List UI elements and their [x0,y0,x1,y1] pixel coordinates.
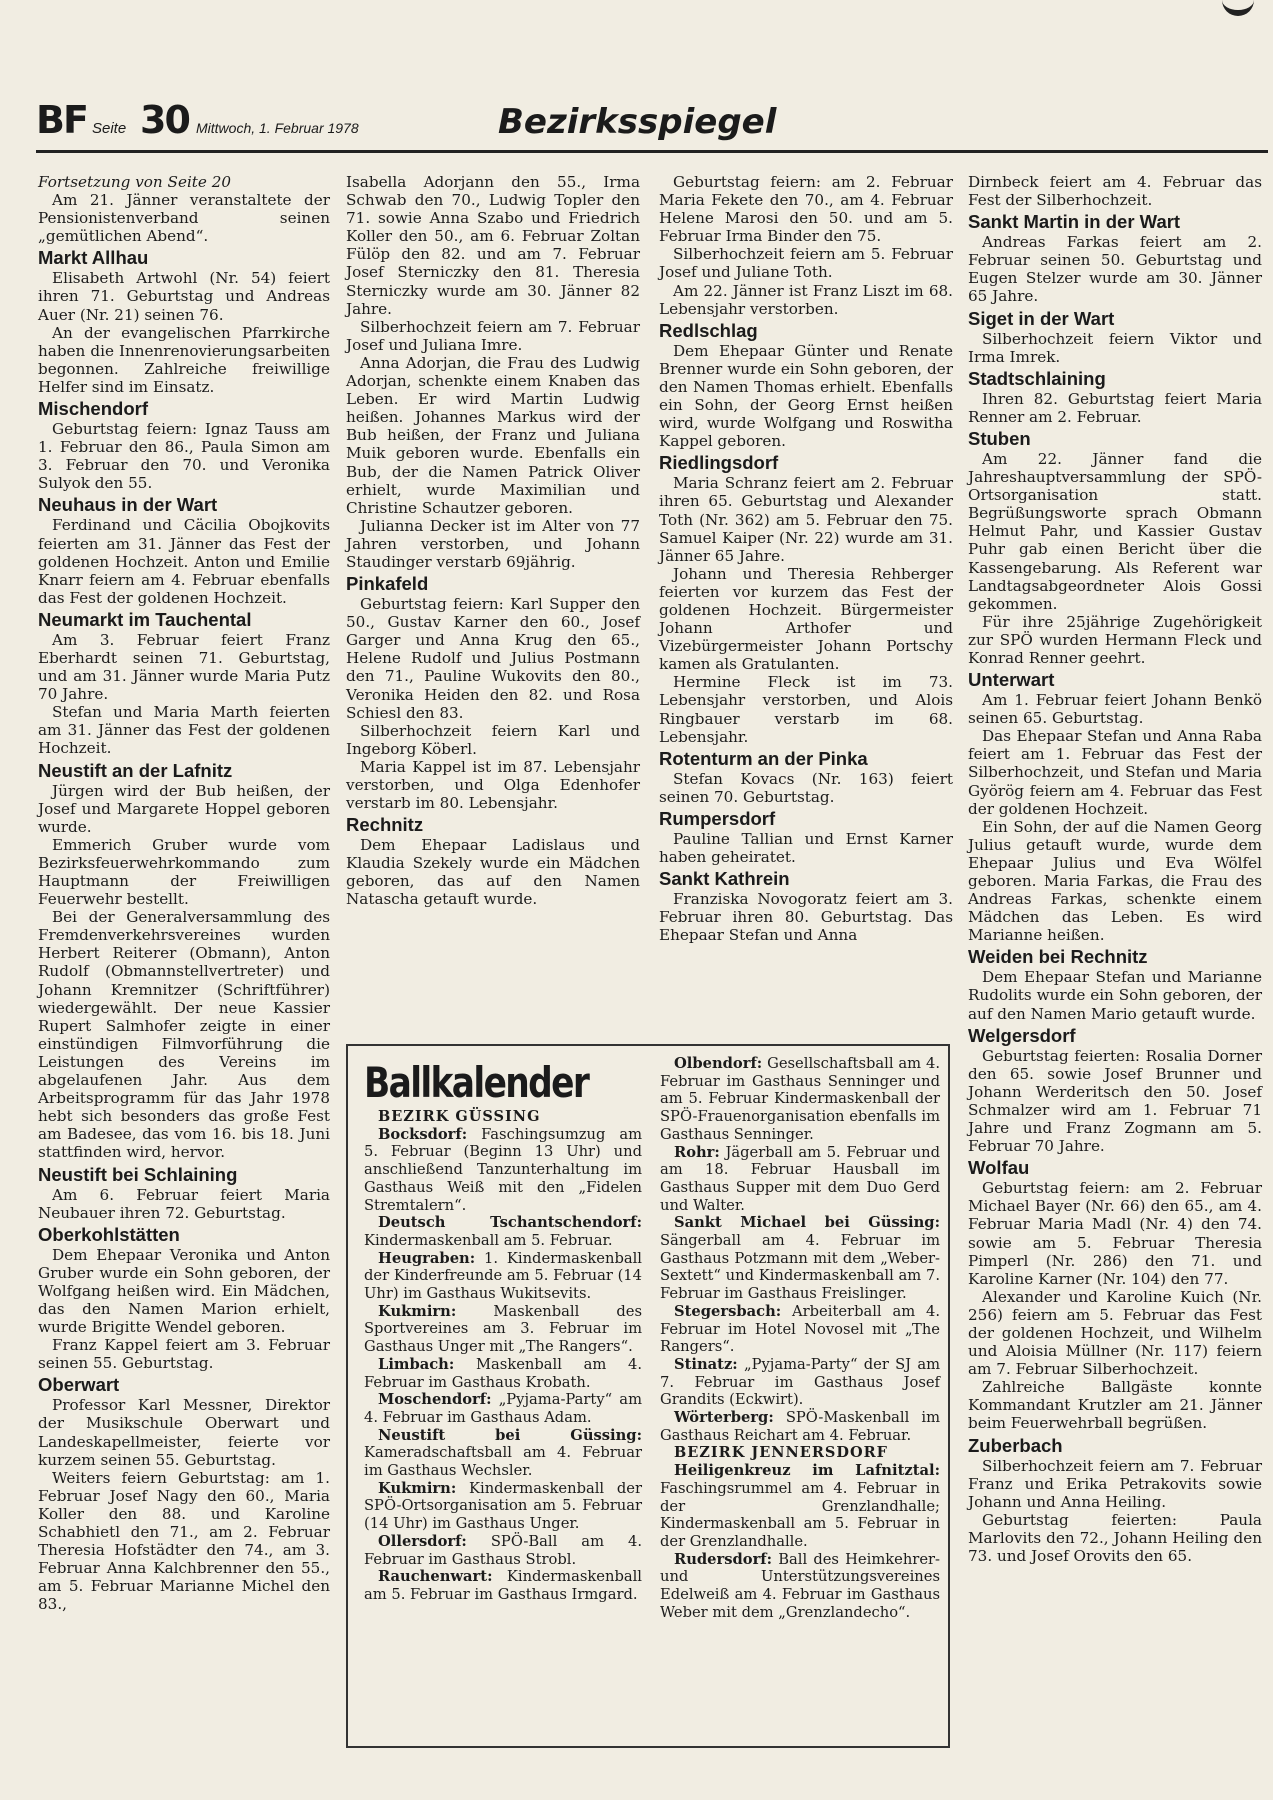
article-paragraph: Silberhochzeit feiern am 7. Februar Josef und Juliana Imre. [346,317,640,354]
locality-heading: Unterwart [968,669,1055,691]
article-paragraph: Weiters feiern Geburtstag: am 1. Februar Josef Nagy den 60., Maria Koller den 88. und Karoline Schabhietl den 71., am 2. Februar Theresia Hofstädter den 74., am 3. Februar Anna Kalchbrenner den 55., am 5. Februar Marianne Michel den 83., [38,1468,330,1614]
page-number: 30 [140,98,189,142]
article-paragraph: Bei der Generalversammlung des Fremdenverkehrsvereines wurden Herbert Reiterer (Obmann), Anton Rudolf (Obmannstellvertreter) und Johann Kremnitzer (Schriftführer) wiedergewählt. Der neue Kassier Rupert Salmhofer zeigte in einer einstündigen Filmvorführung die Leistungen des Vereins im abgelaufenen Jahr. Aus dem Arbeitsprogramm für das Jahr 1978 hebt sich besonders das große Fest am Badesee, das vom 16. bis 18. Juni stattfinden wird, hervor. [38,908,330,1162]
ball-entry [660,1214,940,1303]
ball-place: Bocksdorf: [378,1125,468,1143]
article-paragraph: Dem Ehepaar Ladislaus und Klaudia Szekely wurde ein Mädchen geboren, das auf den Namen Natascha getauft wurde. [346,836,640,909]
ball-details: SPÖ-Ball am 4. Februar im Gasthaus Strobl. [364,1532,643,1568]
locality-heading: Neumarkt im Tauchental [38,608,252,630]
article-paragraph: Am 21. Jänner veranstaltete der Pensionistenverband seinen „gemütlichen Abend“. [38,191,330,246]
article-paragraph: Geburtstag feiern: am 2. Februar Michael Bayer (Nr. 66) den 65., am 4. Februar Maria Madl (Nr. 4) den 74. sowie am 5. Februar Theresia Pimperl (Nr. 286) den 71. und Karoline Karner (Nr. 104) den 77. [968,1179,1262,1288]
article-paragraph: Stefan Kovacs (Nr. 163) feiert seinen 70. Geburtstag. [659,769,953,806]
ball-entry [364,1533,642,1568]
article-paragraph: Dem Ehepaar Veronika und Anton Gruber wurde ein Sohn geboren, der Wolfgang heißen wird. Ein Mädchen, das den Namen Marion erhielt, wurde Brigitte Wendel geboren. [38,1245,330,1337]
locality-heading: Oberwart [38,1374,120,1396]
ball-entry [364,1568,642,1603]
article-paragraph: Ihren 82. Geburtstag feiert Maria Renner am 2. Februar. [968,389,1262,426]
article-paragraph: Johann und Theresia Rehberger feierten vor kurzem das Fest der goldenen Hochzeit. Bürgermeister Johann Arthofer und Vizebürgermeister Johann Portschy kamen als Gratulanten. [659,564,953,674]
ball-place: Rohr: [674,1143,720,1161]
article-paragraph: Andreas Farkas feiert am 2. Februar seinen 50. Geburtstag und Eugen Stelzer wurde am 30. Jänner 65 Jahre. [968,233,1262,306]
article-paragraph: Ein Sohn, der auf die Namen Georg Julius getauft wurde, wurde dem Ehepaar Julius und Eva Wölfel geboren. Maria Farkas, die Frau des Andreas Farkas, schenkte einem Mädchen das Leben. Es wird Marianne heißen. [968,817,1262,945]
newspaper-logo: BF [36,98,87,142]
ball-place: Kukmirn: [378,1302,457,1320]
ball-place: Stegersbach: [674,1302,782,1320]
article-paragraph: Für ihre 25jährige Zugehörigkeit zur SPÖ wurden Hermann Fleck und Konrad Renner geehrt. [968,612,1262,667]
ball-entry [364,1126,642,1215]
ball-details: Sängerball am 4. Februar im Gasthaus Potzmann mit dem „Weber-Sextett“ und Kindermaskenball am 7. Februar im Gasthaus Freislinger. [660,1232,940,1303]
article-paragraph: Am 22. Jänner fand die Jahreshauptversammlung der SPÖ-Ortsorganisation statt. Begrüßungsworte sprach Obmann Helmut Pahr, und Kassier Gustav Puhr gab einen Bericht über die Kassengebarung. Als Referent war Landtagsabgeordneter Alois Gossi gekommen. [968,449,1262,613]
ball-details: Arbeiterball am 4. Februar im Hotel Novosel mit „The Rangers“. [660,1302,940,1356]
ball-entry [660,1303,940,1356]
article-paragraph: Dem Ehepaar Stefan und Marianne Rudolits wurde ein Sohn geboren, der auf den Namen Mario getauft wurde. [968,968,1262,1023]
ball-details: Faschingsrummel am 4. Februar in der Grenzlandhalle; Kindermaskenball am 5. Februar in der Grenzlandhalle. [660,1479,940,1550]
article-paragraph: Am 3. Februar feiert Franz Eberhardt seinen 71. Geburtstag, und am 31. Jänner wurde Maria Putz 70 Jahre. [38,630,330,704]
article-paragraph: Maria Schranz feiert am 2. Februar ihren 65. Geburtstag und Alexander Toth (Nr. 362) am 5. Februar den 75. Samuel Kaiper (Nr. 22) wurde am 31. Jänner 65 Jahre. [659,474,953,565]
article-paragraph: Zahlreiche Ballgäste konnte Kommandant Krutzler am 21. Jänner beim Feuerwehrball begrüßen. [968,1378,1262,1433]
ball-details: Faschingsumzug am 5. Februar (Beginn 13 Uhr) und anschließend Tanzunterhaltung im Gasthaus Weiß mit den „Fidelen Stremtalern“. [364,1125,642,1214]
article-paragraph: Isabella Adorjann den 55., Irma Schwab den 70., Ludwig Topler den 71. sowie Anna Szabo und Friedrich Koller den 50., am 6. Februar Zoltan Fülöp den 82. und am 7. Februar Josef Sterniczky den 81. Theresia Sterniczky wurde am 30. Jänner 82 Jahre. [346,173,640,318]
section-title: Bezirksspiegel [498,102,777,142]
article-paragraph: Julianna Decker ist im Alter von 77 Jahren verstorben, und Johann Staudinger verstarb 69jährig. [346,516,640,571]
ball-entry [364,1250,642,1303]
ballkalender-title: Ballkalender [364,1058,589,1107]
header-rule [36,150,1268,153]
article-paragraph: Geburtstag feiern: am 2. Februar Maria Fekete den 70., am 4. Februar Helene Marosi den 50. und am 5. Februar Irma Binder den 75. [659,173,953,246]
article-paragraph: Emmerich Gruber wurde vom Bezirksfeuerwehrkommando zum Hauptmann der Freiwilligen Feuerwehr bestellt. [38,835,330,909]
article-paragraph: Am 1. Februar feiert Johann Benkö seinen 65. Geburtstag. [968,691,1262,728]
article-paragraph: Franz Kappel feiert am 3. Februar seinen 55. Geburtstag. [38,1336,330,1373]
page-corner-mark [1222,0,1254,16]
ball-details: SPÖ-Maskenball im Gasthaus Reichart am 4. Februar. [660,1409,941,1444]
article-paragraph: Pauline Tallian und Ernst Karner haben geheiratet. [659,829,953,866]
article-paragraph: Jürgen wird der Bub heißen, der Josef und Margarete Hoppel geboren wurde. [38,781,330,836]
ball-entry [660,1462,940,1551]
article-paragraph: Stefan und Maria Marth feierten am 31. Jänner das Fest der goldenen Hochzeit. [38,703,330,758]
article-paragraph: Silberhochzeit feiern Viktor und Irma Imrek. [968,329,1262,366]
ball-details: 1. Kindermaskenball der Kinderfreunde am 5. Februar (14 Uhr) im Gasthaus Wukitsevits. [364,1249,642,1303]
ball-details: Maskenball am 4. Februar im Gasthaus Krobath. [364,1355,642,1391]
article-paragraph: Professor Karl Messner, Direktor der Musikschule Oberwart und Landeskapellmeister, feierte vor kurzem seinen 55. Geburtstag. [38,1396,330,1469]
locality-heading: Rechnitz [346,814,424,836]
ball-place: Olbendorf: [674,1055,763,1072]
ball-details: Jägerball am 5. Februar und am 18. Februar Hausball im Gasthaus Supper mit dem Duo Gerd und Walter. [660,1143,941,1214]
article-paragraph: Franziska Novogoratz feiert am 3. Februar ihren 80. Geburtstag. Das Ehepaar Stefan und Anna [659,890,953,945]
locality-heading: Stadtschlaining [968,367,1106,389]
ball-details: Kindermaskenball am 5. Februar. [364,1231,613,1249]
ball-place: Ollersdorf: [378,1532,467,1550]
locality-heading: Neustift an der Lafnitz [38,759,233,781]
article-paragraph: Dirnbeck feiert am 4. Februar das Fest der Silberhochzeit. [968,173,1262,210]
ball-entry [660,1409,940,1444]
article-paragraph: Das Ehepaar Stefan und Anna Raba feiert am 1. Februar das Fest der Silberhochzeit, und Stefan und Maria Györög feiern am 4. Februar das Fest der goldenen Hochzeit. [968,727,1262,818]
article-paragraph: Geburtstag feiern: Ignaz Tauss am 1. Februar den 86., Paula Simon am 3. Februar den 70. und Veronika Sulyok den 55. [38,420,330,493]
ball-place: Deutsch Tschantschendorf: [378,1214,642,1232]
article-paragraph: Elisabeth Artwohl (Nr. 54) feiert ihren 71. Geburtstag und Andreas Auer (Nr. 21) seinen 76. [38,269,330,324]
article-paragraph: Silberhochzeit feiern am 7. Februar Franz und Erika Petrakovits sowie Johann und Anna Heiling. [968,1456,1262,1511]
article-paragraph: Alexander und Karoline Kuich (Nr. 256) feiern am 5. Februar das Fest der goldenen Hochzeit, und Wilhelm und Aloisia Müllner (Nr. 117) feiern am 7. Februar Silberhochzeit. [968,1287,1262,1379]
article-paragraph: Geburtstag feiern: Karl Supper den 50., Gustav Karner den 60., Josef Garger und Anna Krug den 65., Helene Rudolf und Julius Postmann den 71., Pauline Wukovits den 80., Veronika Heiden den 82. und Rosa Schiesl den 83. [346,595,640,722]
ball-details: Kindermaskenball am 5. Februar im Gasthaus Irmgard. [364,1568,642,1603]
ball-place: Wörterberg: [674,1409,774,1427]
ball-entry [364,1480,642,1533]
locality-heading: Mischendorf [38,398,148,420]
article-paragraph: Maria Kappel ist im 87. Lebensjahr verstorben, und Olga Edenhofer verstarb im 80. Lebensjahr. [346,757,640,813]
locality-heading: Welgersdorf [968,1024,1076,1046]
ball-place: Neustift bei Güssing: [378,1426,642,1444]
ball-entry [660,1356,940,1409]
article-paragraph: Silberhochzeit feiern Karl und Ingeborg Köberl. [346,721,640,758]
locality-heading: Siget in der Wart [968,307,1115,329]
locality-heading: Oberkohlstätten [38,1223,180,1245]
ball-entry [364,1391,642,1426]
ball-entry [364,1303,642,1356]
ball-place: Stinatz: [674,1355,738,1373]
issue-date: Mittwoch, 1. Februar 1978 [196,120,359,136]
ballkalender-column-left [364,1108,642,1604]
ball-place: Limbach: [378,1355,455,1373]
ball-details: „Pyjama-Party“ der SJ am 7. Februar im Gasthaus Josef Grandits (Eckwirt). [660,1355,941,1409]
locality-heading: Rumpersdorf [659,807,776,829]
column-4 [968,173,1262,1565]
column-1 [38,173,330,1613]
ball-entry [364,1214,642,1249]
locality-heading: Redlschlag [659,319,758,341]
ball-place: Rudersdorf: [674,1550,773,1568]
masthead [36,98,1266,158]
ball-entry [364,1356,642,1391]
ball-place: Heugraben: [378,1249,476,1267]
continuation-note: Fortsetzung von Seite 20 [38,173,232,191]
locality-heading: Neuhaus in der Wart [38,494,218,516]
locality-heading: Weiden bei Rechnitz [968,946,1148,968]
locality-heading: Riedlingsdorf [659,452,779,474]
article-paragraph: Silberhochzeit feiern am 5. Februar Josef und Juliane Toth. [659,245,953,282]
ball-details: Kindermaskenball der SPÖ-Ortsorganisation am 5. Februar (14 Uhr) im Gasthaus Unger. [364,1479,643,1533]
district-heading: BEZIRK GÜSSING [378,1108,541,1125]
locality-heading: Pinkafeld [346,573,429,595]
ball-details: Kameradschaftsball am 4. Februar im Gasthaus Wechsler. [364,1444,642,1480]
article-paragraph: Am 6. Februar feiert Maria Neubauer ihren 72. Geburtstag. [38,1185,330,1222]
ball-place: Heiligenkreuz im Lafnitztal: [674,1462,940,1480]
ball-place: Kukmirn: [378,1479,457,1497]
ball-entry [364,1427,642,1480]
locality-heading: Neustift bei Schlaining [38,1163,238,1185]
column-3 [659,173,953,944]
locality-heading: Markt Allhau [38,247,149,269]
locality-heading: Zuberbach [968,1434,1063,1456]
article-paragraph: An der evangelischen Pfarrkirche haben die Innenrenovierungsarbeiten begonnen. Zahlreiche freiwillige Helfer sind im Einsatz. [38,323,330,396]
article-paragraph: Anna Adorjan, die Frau des Ludwig Adorjan, schenkte einem Knaben das Leben. Er wird Martin Ludwig heißen. Johannes Markus wird der Bub heißen, der Franz und Juliana Muik geboren wurde. Ebenfalls ein Bub, der die Namen Patrick Oliver erhielt, wurde Maximilian und Christine Schautzer geboren. [346,353,640,517]
article-paragraph: Geburtstag feierten: Rosalia Dorner den 65. sowie Josef Brunner und Johann Werderitsch den 50. Josef Schmalzer wird am 1. Februar 71 Jahre und Franz Zogmann am 5. Februar 70 Jahre. [968,1046,1262,1156]
locality-heading: Wolfau [968,1157,1030,1179]
locality-heading: Sankt Martin in der Wart [968,211,1181,233]
article-paragraph: Ferdinand und Cäcilia Obojkovits feierten am 31. Jänner das Fest der goldenen Hochzeit. Anton und Emilie Knarr feiern am 4. Februar ebenfalls das Fest der goldenen Hochzeit. [38,516,330,607]
ballkalender-column-right [660,1055,940,1622]
article-paragraph: Am 22. Jänner ist Franz Liszt im 68. Lebensjahr verstorben. [659,281,953,318]
ball-details: Gesellschaftsball am 4. Februar im Gasthaus Senninger und am 5. Februar Kindermaskenball der SPÖ-Frauenorganisation ebenfalls im Gasthaus Senninger. [660,1055,940,1143]
ball-place: Moschendorf: [378,1391,492,1409]
page-label: Seite [92,120,127,137]
column-2 [346,173,640,909]
district-heading: BEZIRK JENNERSDORF [674,1444,888,1462]
ball-details: Ball des Heimkehrer- und Unterstützungsvereines Edelweiß am 4. Februar im Gasthaus Weber mit dem „Grenzlandecho“. [660,1550,941,1621]
article-paragraph: Dem Ehepaar Günter und Renate Brenner wurde ein Sohn geboren, der den Namen Thomas erhielt. Ebenfalls ein Sohn, der Georg Ernst heißen wird, wurde Wolfgang und Roswitha Kappel geboren. [659,341,953,451]
ball-place: Rauchenwart: [378,1568,493,1586]
ball-details: „Pyjama-Party“ am 4. Februar im Gasthaus Adam. [364,1391,642,1426]
ball-place: Sankt Michael bei Güssing: [674,1214,940,1232]
article-paragraph: Geburtstag feierten: Paula Marlovits den 72., Johann Heiling den 73. und Josef Orovits den 65. [968,1510,1262,1565]
ball-details: Maskenball des Sportvereines am 3. Februar im Gasthaus Unger mit „The Rangers“. [364,1302,642,1356]
locality-heading: Rotenturm an der Pinka [659,747,868,769]
article-paragraph: Hermine Fleck ist im 73. Lebensjahr verstorben, und Alois Ringbauer verstarb im 68. Lebensjahr. [659,673,953,746]
locality-heading: Sankt Kathrein [659,868,790,890]
ball-entry [660,1551,940,1622]
ball-entry [660,1055,940,1144]
ball-entry [660,1144,940,1215]
locality-heading: Stuben [968,427,1031,449]
